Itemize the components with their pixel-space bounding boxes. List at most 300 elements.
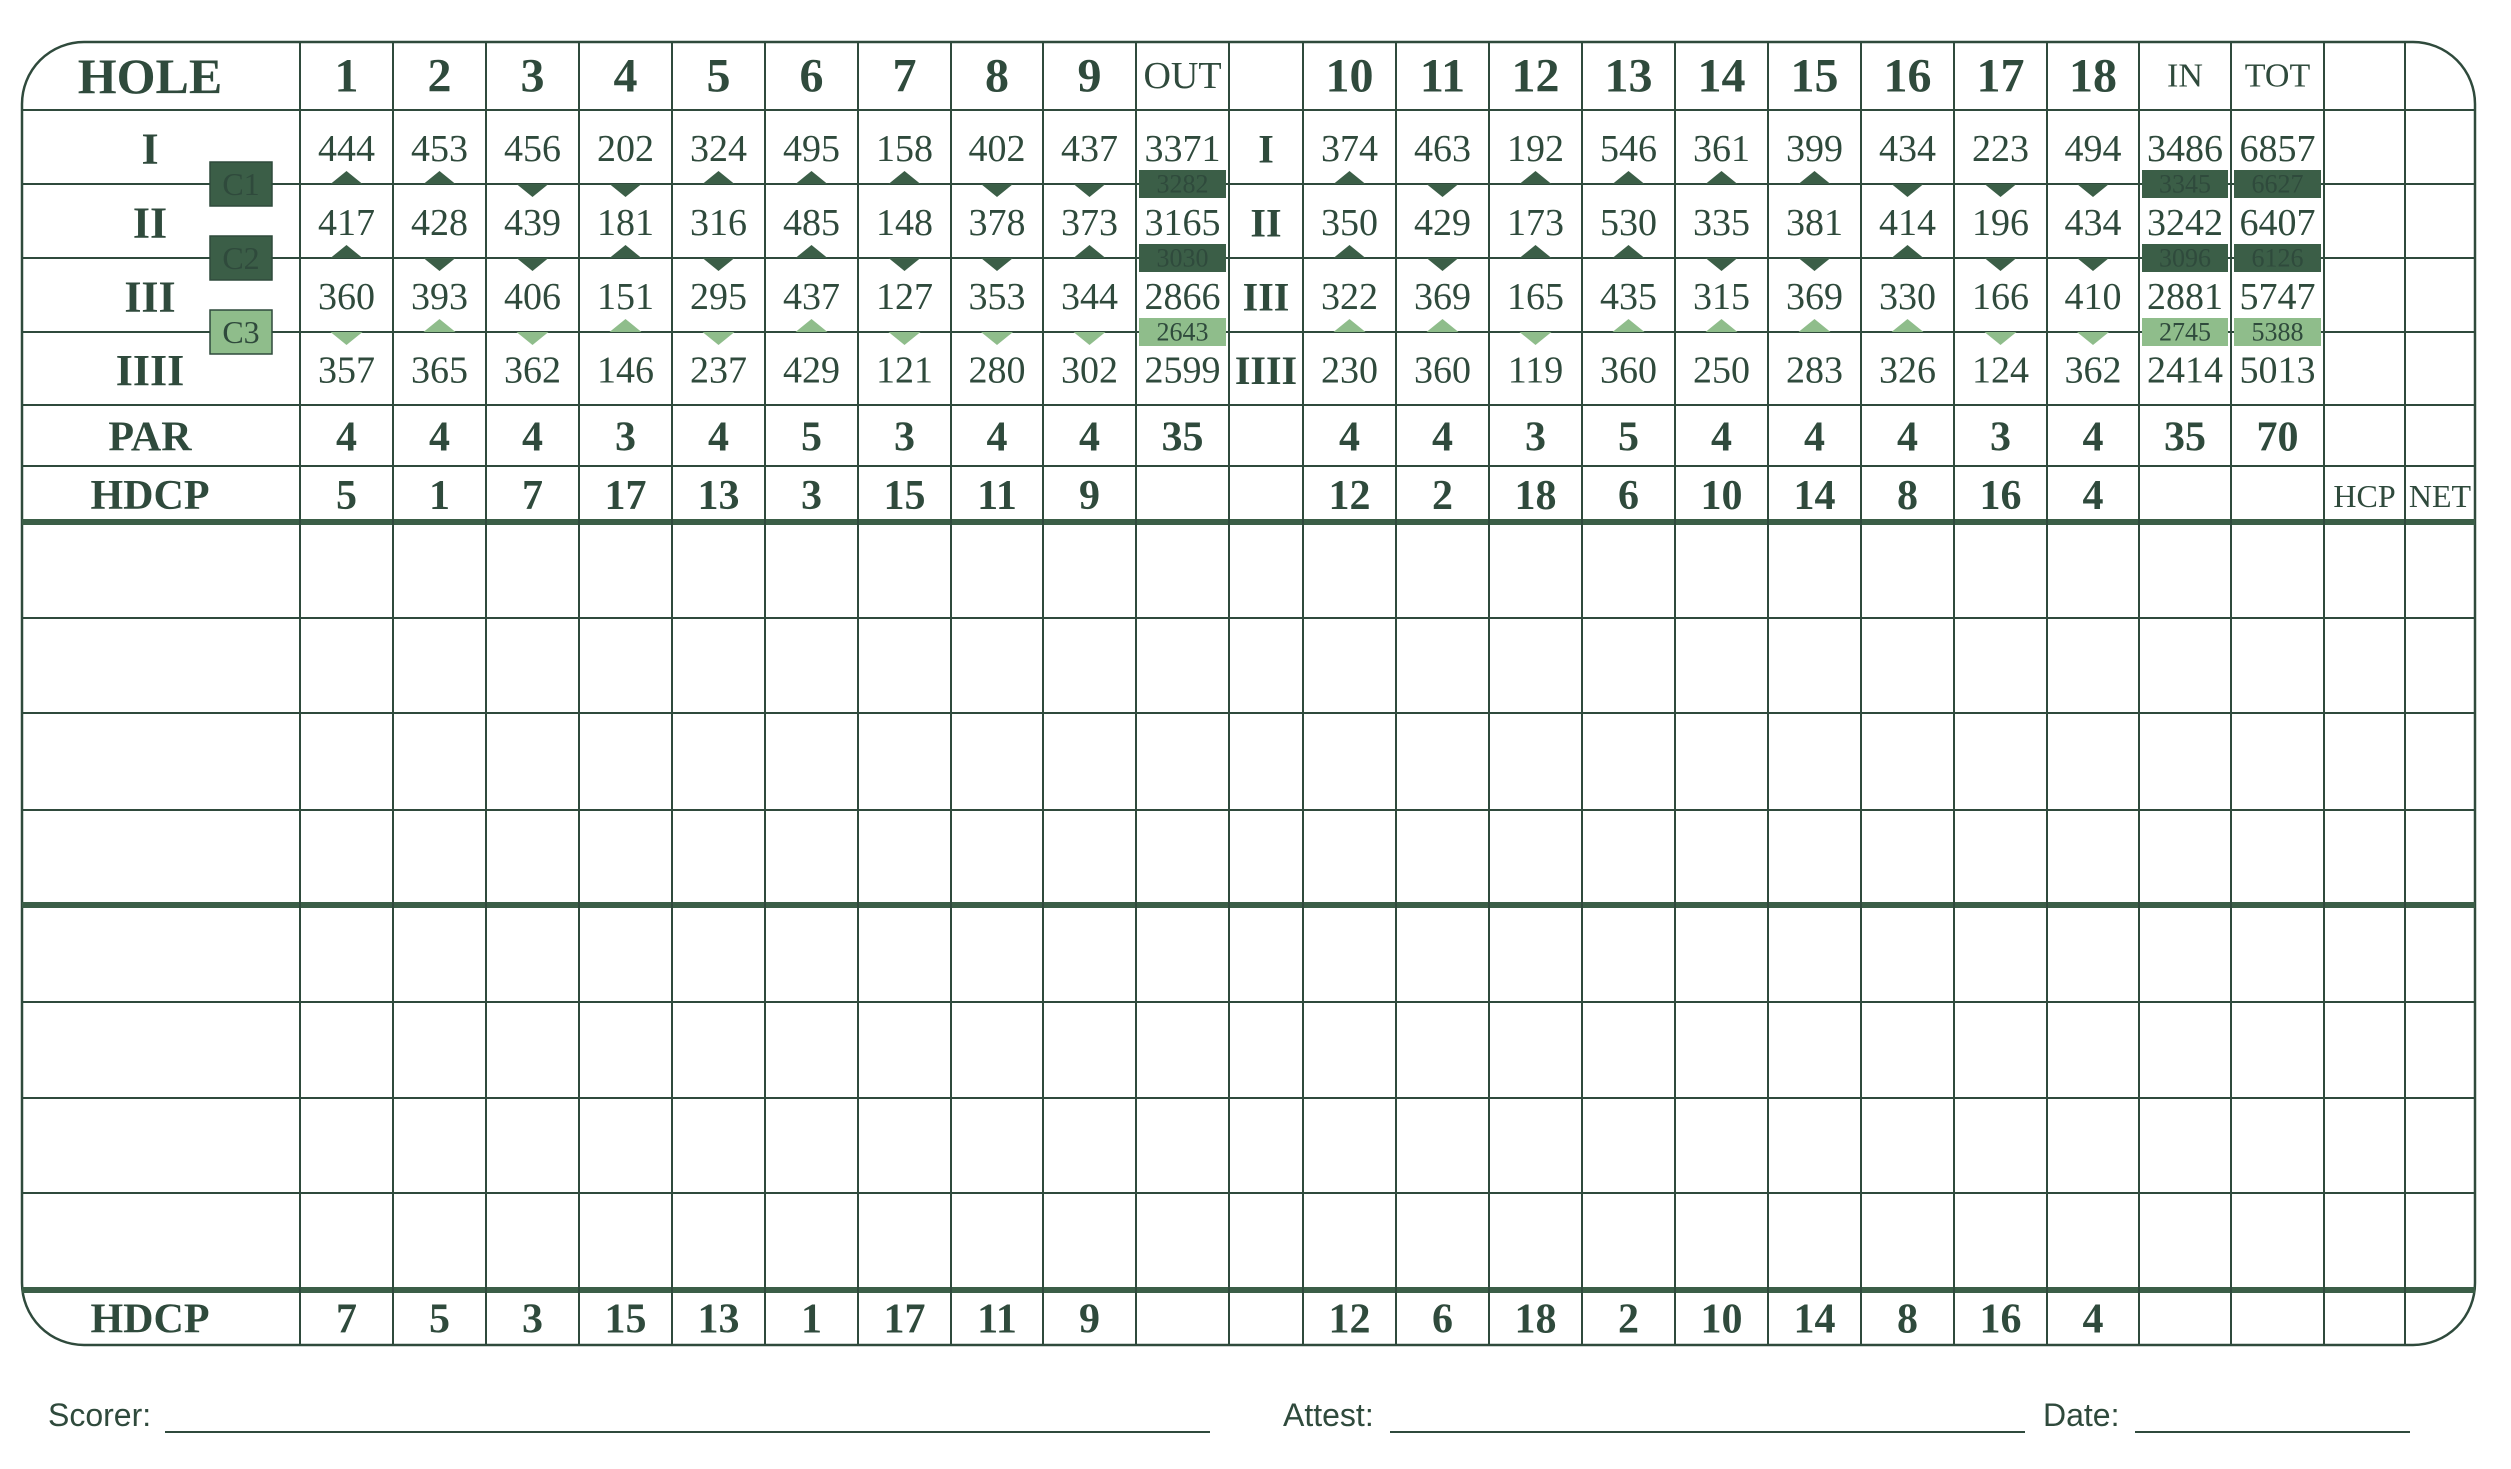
score-cell[interactable] [303, 1102, 390, 1189]
score-cell[interactable] [1864, 909, 1951, 998]
arrow-down-icon [1074, 184, 1106, 197]
score-cell[interactable] [1046, 814, 1133, 901]
hdcp-value: 9 [1079, 1296, 1100, 1343]
score-cell[interactable] [303, 526, 390, 614]
score-cell[interactable] [1864, 717, 1951, 806]
arrow-down-icon [1706, 258, 1738, 271]
hdcp-value: 15 [883, 473, 926, 519]
score-cell[interactable] [1232, 1102, 1300, 1189]
score-cell[interactable] [1771, 1006, 1858, 1094]
score-cell[interactable] [1492, 526, 1579, 614]
score-cell[interactable] [489, 1006, 576, 1094]
yardage: 494 [2064, 128, 2122, 170]
score-cell[interactable] [1306, 717, 1393, 806]
score-cell[interactable] [1046, 1197, 1133, 1286]
par-value: 4 [1711, 414, 1732, 461]
score-cell[interactable] [2142, 814, 2228, 901]
yardage: 414 [1879, 202, 1936, 244]
score-cell[interactable] [1678, 717, 1765, 806]
yardage: 316 [690, 202, 747, 244]
score-cell[interactable] [1399, 622, 1486, 709]
yardage: 322 [1321, 276, 1378, 318]
score-cell[interactable] [2142, 526, 2228, 614]
arrow-up-icon [610, 319, 642, 332]
score-cell[interactable] [768, 814, 855, 901]
score-cell[interactable] [1492, 717, 1579, 806]
score-cell[interactable] [1585, 1102, 1672, 1189]
score-cell[interactable] [1399, 909, 1486, 998]
score-cell[interactable] [1232, 814, 1300, 901]
score-cell[interactable] [1306, 622, 1393, 709]
yardage: 373 [1061, 202, 1118, 244]
hdcp-value: 16 [1979, 473, 2022, 519]
score-cell[interactable] [1771, 526, 1858, 614]
score-cell[interactable] [582, 909, 669, 998]
score-cell[interactable] [861, 1006, 948, 1094]
yardage: 360 [1600, 349, 1657, 392]
hcp-header: HCP [2333, 478, 2396, 514]
yardage: 181 [597, 202, 654, 244]
score-cell[interactable] [2050, 1197, 2136, 1286]
score-cell[interactable] [1492, 1197, 1579, 1286]
score-cell[interactable] [1864, 526, 1951, 614]
player-name-cell[interactable] [52, 1006, 294, 1094]
score-cell[interactable] [2408, 526, 2472, 614]
score-cell[interactable] [954, 814, 1040, 901]
score-cell[interactable] [1678, 526, 1765, 614]
arrow-down-icon [1427, 258, 1459, 271]
score-cell[interactable] [1585, 622, 1672, 709]
hdcp-value: 13 [697, 473, 740, 519]
score-cell[interactable] [1864, 622, 1951, 709]
par-value: 4 [1432, 414, 1453, 461]
score-cell[interactable] [1585, 1006, 1672, 1094]
score-cell[interactable] [2327, 526, 2402, 614]
score-cell[interactable] [861, 1197, 948, 1286]
score-cell[interactable] [1046, 909, 1133, 998]
score-cell[interactable] [1306, 909, 1393, 998]
yardage: 362 [2064, 349, 2122, 392]
score-cell[interactable] [1678, 1102, 1765, 1189]
score-cell[interactable] [582, 622, 669, 709]
score-cell[interactable] [1232, 1197, 1300, 1286]
score-cell[interactable] [768, 622, 855, 709]
score-cell[interactable] [2050, 814, 2136, 901]
score-cell[interactable] [582, 814, 669, 901]
score-cell[interactable] [1492, 909, 1579, 998]
score-cell[interactable] [2050, 622, 2136, 709]
par-value: 3 [894, 414, 915, 461]
score-cell[interactable] [1139, 909, 1226, 998]
score-cell[interactable] [2327, 909, 2402, 998]
tot-total: 5013 [2239, 349, 2316, 392]
arrow-up-icon [1520, 245, 1552, 258]
arrow-down-icon [2077, 258, 2109, 271]
score-cell[interactable] [861, 1102, 948, 1189]
score-cell[interactable] [2327, 622, 2402, 709]
par-value: 3 [1525, 414, 1546, 461]
score-cell[interactable] [675, 622, 762, 709]
score-cell[interactable] [2142, 1197, 2228, 1286]
score-cell[interactable] [1957, 1102, 2044, 1189]
score-cell[interactable] [2408, 1197, 2472, 1286]
hole-number: 2 [427, 49, 452, 103]
yardage: 399 [1786, 128, 1843, 170]
score-cell[interactable] [1771, 1197, 1858, 1286]
score-cell[interactable] [2050, 526, 2136, 614]
player-name-cell[interactable] [52, 1102, 294, 1189]
yardage: 119 [1507, 349, 1564, 392]
par-value: 4 [986, 414, 1008, 461]
score-cell[interactable] [675, 1006, 762, 1094]
score-cell[interactable] [2050, 1006, 2136, 1094]
score-cell[interactable] [768, 717, 855, 806]
score-cell[interactable] [1957, 1197, 2044, 1286]
score-cell[interactable] [861, 909, 948, 998]
score-cell[interactable] [2408, 622, 2472, 709]
score-cell[interactable] [1678, 909, 1765, 998]
score-cell[interactable] [2050, 1102, 2136, 1189]
score-cell[interactable] [1232, 526, 1300, 614]
score-cell[interactable] [1139, 622, 1226, 709]
score-cell[interactable] [1585, 909, 1672, 998]
score-cell[interactable] [396, 1006, 483, 1094]
par-in: 35 [2164, 414, 2206, 461]
score-cell[interactable] [489, 1102, 576, 1189]
hdcp-value: 3 [801, 473, 822, 519]
score-cell[interactable] [1232, 717, 1300, 806]
score-cell[interactable] [1306, 1102, 1393, 1189]
score-cell[interactable] [1232, 1006, 1300, 1094]
yardage: 402 [968, 128, 1026, 170]
score-cell[interactable] [1678, 622, 1765, 709]
score-cell[interactable] [954, 717, 1040, 806]
score-cell[interactable] [2327, 1197, 2402, 1286]
score-cell[interactable] [2408, 909, 2472, 998]
score-cell[interactable] [1139, 526, 1226, 614]
score-cell[interactable] [2234, 1197, 2321, 1286]
score-cell[interactable] [2050, 909, 2136, 998]
yardage: 434 [1879, 128, 1936, 170]
arrow-up-icon [1613, 319, 1645, 332]
score-cell[interactable] [861, 622, 948, 709]
score-cell[interactable] [1957, 1006, 2044, 1094]
score-cell[interactable] [2327, 717, 2402, 806]
score-cell[interactable] [1771, 717, 1858, 806]
yardage: 165 [1507, 276, 1564, 318]
score-cell[interactable] [954, 1006, 1040, 1094]
score-cell[interactable] [675, 1102, 762, 1189]
arrow-down-icon [981, 258, 1013, 271]
score-cell[interactable] [1771, 622, 1858, 709]
yardage: 250 [1693, 349, 1750, 392]
score-cell[interactable] [1399, 526, 1486, 614]
out-total: 3165 [1144, 202, 1221, 244]
score-cell[interactable] [1864, 1102, 1951, 1189]
yardage: 378 [968, 202, 1026, 244]
score-cell[interactable] [768, 1102, 855, 1189]
hdcp-value: 7 [522, 473, 543, 519]
yardage: 410 [2064, 276, 2122, 318]
score-cell[interactable] [675, 717, 762, 806]
yardage: 357 [318, 349, 375, 392]
score-cell[interactable] [1399, 717, 1486, 806]
score-cell[interactable] [1585, 526, 1672, 614]
score-cell[interactable] [1232, 909, 1300, 998]
score-cell[interactable] [489, 814, 576, 901]
attest-line[interactable] [1390, 1431, 2025, 1433]
score-cell[interactable] [1139, 814, 1226, 901]
arrow-up-icon [1613, 171, 1645, 184]
arrow-down-icon [610, 184, 642, 197]
hdcp-value: 8 [1897, 1296, 1918, 1343]
score-cell[interactable] [582, 717, 669, 806]
score-cell[interactable] [1492, 1102, 1579, 1189]
score-cell[interactable] [1046, 526, 1133, 614]
yardage: 166 [1972, 276, 2029, 318]
score-cell[interactable] [2234, 526, 2321, 614]
score-cell[interactable] [396, 526, 483, 614]
score-cell[interactable] [1678, 814, 1765, 901]
score-cell[interactable] [768, 1006, 855, 1094]
score-cell[interactable] [303, 1006, 390, 1094]
score-cell[interactable] [2327, 1006, 2402, 1094]
arrow-up-icon [796, 319, 828, 332]
arrow-up-icon [703, 171, 735, 184]
tee-mark: IIII [1234, 348, 1298, 393]
arrow-down-icon [981, 332, 1013, 345]
score-cell[interactable] [2234, 717, 2321, 806]
score-cell[interactable] [1771, 909, 1858, 998]
score-cell[interactable] [675, 814, 762, 901]
score-cell[interactable] [303, 814, 390, 901]
score-cell[interactable] [2234, 1006, 2321, 1094]
score-cell[interactable] [396, 1197, 483, 1286]
score-cell[interactable] [675, 1197, 762, 1286]
score-cell[interactable] [768, 909, 855, 998]
score-cell[interactable] [2408, 814, 2472, 901]
arrow-up-icon [1074, 245, 1106, 258]
score-cell[interactable] [489, 622, 576, 709]
par-value: 4 [1804, 414, 1825, 461]
player-name-cell[interactable] [52, 909, 294, 998]
score-cell[interactable] [1678, 1006, 1765, 1094]
score-cell[interactable] [2234, 814, 2321, 901]
score-cell[interactable] [582, 1197, 669, 1286]
score-cell[interactable] [768, 526, 855, 614]
score-cell[interactable] [1771, 814, 1858, 901]
arrow-up-icon [1520, 171, 1552, 184]
player-name-cell[interactable] [52, 717, 294, 806]
par-value: 4 [429, 414, 450, 461]
score-cell[interactable] [2408, 1006, 2472, 1094]
par-value: 4 [2082, 414, 2104, 461]
net-header: NET [2408, 478, 2472, 514]
score-cell[interactable] [954, 1102, 1040, 1189]
yardage: 369 [1786, 276, 1843, 318]
arrow-up-icon [1334, 171, 1366, 184]
yardage: 280 [968, 349, 1026, 392]
score-cell[interactable] [2234, 1102, 2321, 1189]
score-cell[interactable] [954, 909, 1040, 998]
score-cell[interactable] [582, 1006, 669, 1094]
score-cell[interactable] [1771, 1102, 1858, 1189]
score-cell[interactable] [582, 1102, 669, 1189]
score-cell[interactable] [396, 717, 483, 806]
arrow-down-icon [1520, 332, 1552, 345]
arrow-up-icon [331, 245, 363, 258]
score-cell[interactable] [1306, 1006, 1393, 1094]
score-cell[interactable] [1046, 1102, 1133, 1189]
score-cell[interactable] [1957, 622, 2044, 709]
hdcp-value: 18 [1514, 473, 1557, 519]
score-cell[interactable] [489, 909, 576, 998]
score-cell[interactable] [2142, 1006, 2228, 1094]
score-cell[interactable] [1046, 1006, 1133, 1094]
score-cell[interactable] [1306, 1197, 1393, 1286]
score-cell[interactable] [1585, 717, 1672, 806]
score-cell[interactable] [1399, 814, 1486, 901]
score-cell[interactable] [1957, 814, 2044, 901]
combo-out: 3282 [1156, 169, 1209, 199]
score-cell[interactable] [2142, 622, 2228, 709]
score-cell[interactable] [954, 622, 1040, 709]
player-name-cell[interactable] [52, 1197, 294, 1286]
score-cell[interactable] [1864, 814, 1951, 901]
score-cell[interactable] [1306, 526, 1393, 614]
score-cell[interactable] [1492, 1006, 1579, 1094]
score-cell[interactable] [1139, 1102, 1226, 1189]
score-cell[interactable] [1492, 622, 1579, 709]
score-cell[interactable] [1306, 814, 1393, 901]
score-cell[interactable] [861, 717, 948, 806]
score-cell[interactable] [1585, 1197, 1672, 1286]
score-cell[interactable] [396, 814, 483, 901]
score-cell[interactable] [2142, 717, 2228, 806]
score-cell[interactable] [303, 717, 390, 806]
score-cell[interactable] [768, 1197, 855, 1286]
tee-label: III [124, 272, 176, 322]
score-cell[interactable] [396, 1102, 483, 1189]
score-cell[interactable] [489, 526, 576, 614]
score-cell[interactable] [303, 622, 390, 709]
hdcp-value: 13 [697, 1296, 740, 1343]
yardage: 546 [1600, 128, 1657, 170]
in-header: IN [2167, 57, 2203, 95]
score-cell[interactable] [1957, 717, 2044, 806]
score-cell[interactable] [1678, 1197, 1765, 1286]
score-cell[interactable] [2234, 622, 2321, 709]
score-cell[interactable] [396, 622, 483, 709]
yardage: 453 [411, 128, 468, 170]
hole-number: 14 [1697, 49, 1746, 103]
score-cell[interactable] [1585, 814, 1672, 901]
score-cell[interactable] [396, 909, 483, 998]
score-cell[interactable] [489, 717, 576, 806]
score-cell[interactable] [1399, 1006, 1486, 1094]
score-cell[interactable] [2408, 1102, 2472, 1189]
score-cell[interactable] [1399, 1197, 1486, 1286]
score-cell[interactable] [954, 1197, 1040, 1286]
hdcp-value: 10 [1700, 1296, 1743, 1343]
score-cell[interactable] [1957, 909, 2044, 998]
player-name-cell[interactable] [52, 814, 294, 901]
score-cell[interactable] [1399, 1102, 1486, 1189]
yardage: 360 [318, 276, 375, 318]
hole-number: 8 [985, 49, 1009, 103]
arrow-up-icon [796, 171, 828, 184]
yardage: 344 [1061, 276, 1118, 318]
score-cell[interactable] [303, 909, 390, 998]
tee-mark: I [1258, 126, 1274, 172]
score-cell[interactable] [1139, 1197, 1226, 1286]
score-cell[interactable] [1046, 717, 1133, 806]
score-cell[interactable] [1864, 1197, 1951, 1286]
score-cell[interactable] [2327, 1102, 2402, 1189]
arrow-up-icon [331, 171, 363, 184]
tee-mark: II [1250, 200, 1282, 246]
score-cell[interactable] [954, 526, 1040, 614]
score-cell[interactable] [582, 526, 669, 614]
combo-tot: 5388 [2251, 317, 2304, 347]
arrow-down-icon [703, 258, 735, 271]
score-cell[interactable] [2142, 909, 2228, 998]
player-name-cell[interactable] [52, 622, 294, 709]
score-cell[interactable] [1492, 814, 1579, 901]
arrow-up-icon [1334, 245, 1366, 258]
hdcp-value: 4 [2082, 1296, 2104, 1343]
score-cell[interactable] [1139, 717, 1226, 806]
score-cell[interactable] [303, 1197, 390, 1286]
score-cell[interactable] [2050, 717, 2136, 806]
score-cell[interactable] [2327, 814, 2402, 901]
player-name-cell[interactable] [52, 526, 294, 614]
yardage: 158 [876, 128, 933, 170]
score-cell[interactable] [1139, 1006, 1226, 1094]
yardage: 439 [504, 202, 561, 244]
hdcp-value: 18 [1514, 1296, 1557, 1343]
combo-in: 3096 [2159, 243, 2211, 273]
hdcp-value: 14 [1793, 1296, 1836, 1343]
score-cell[interactable] [861, 814, 948, 901]
yardage: 127 [876, 276, 933, 318]
score-cell[interactable] [489, 1197, 576, 1286]
yardage: 463 [1414, 128, 1471, 170]
hdcp-value: 10 [1700, 473, 1743, 519]
score-cell[interactable] [675, 526, 762, 614]
score-cell[interactable] [2408, 717, 2472, 806]
hole-number: 12 [1511, 49, 1560, 103]
scorer-line[interactable] [165, 1431, 1210, 1433]
score-cell[interactable] [1046, 622, 1133, 709]
score-cell[interactable] [1957, 526, 2044, 614]
yardage: 315 [1693, 276, 1750, 318]
tot-total: 5747 [2239, 276, 2316, 318]
score-cell[interactable] [2234, 909, 2321, 998]
par-value: 3 [615, 414, 636, 461]
date-line[interactable] [2135, 1431, 2410, 1433]
hole-number: 6 [799, 49, 824, 103]
score-cell[interactable] [1864, 1006, 1951, 1094]
score-cell[interactable] [1232, 622, 1300, 709]
yardage: 417 [318, 202, 375, 244]
arrow-down-icon [1985, 332, 2017, 345]
score-cell[interactable] [861, 526, 948, 614]
score-cell[interactable] [2142, 1102, 2228, 1189]
arrow-down-icon [331, 332, 363, 345]
yardage: 230 [1321, 349, 1378, 392]
score-cell[interactable] [675, 909, 762, 998]
